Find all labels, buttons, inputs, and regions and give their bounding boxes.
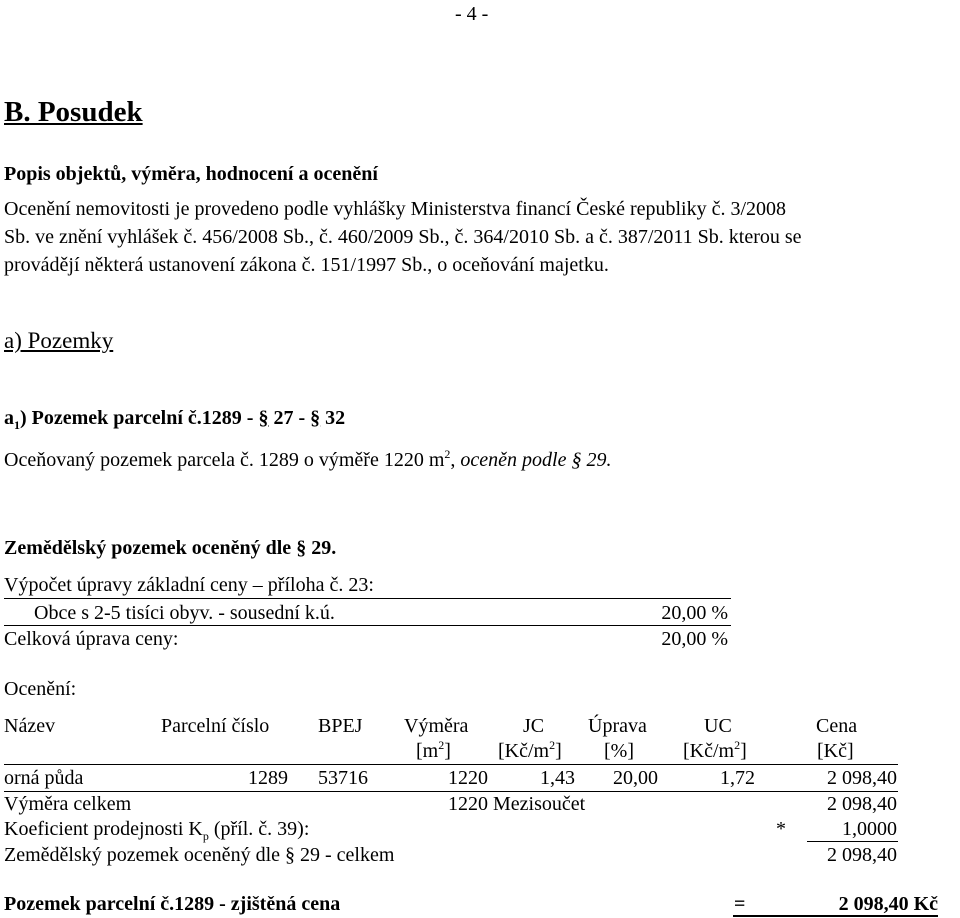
row-jc: 1,43 <box>540 767 575 789</box>
paragraph-sign: § <box>296 537 307 559</box>
valued-italic: oceněn podle <box>460 449 567 471</box>
agri-heading-text: Zemědělský pozemek oceněný dle <box>4 537 292 559</box>
section-a-heading: a) Pozemky <box>4 328 114 353</box>
a1-end: 32 <box>320 407 346 429</box>
agri-heading-num: 29. <box>306 537 337 559</box>
a1-heading <box>4 408 345 431</box>
a1-text: ) Pozemek parcelní č.1289 - <box>20 407 254 429</box>
row-name: orná půda <box>4 767 84 789</box>
a1-prefix: a <box>4 407 14 429</box>
valued-comma: , <box>450 449 461 471</box>
th-name: Název <box>4 715 56 737</box>
calc-total-value: 20,00 % <box>661 628 728 650</box>
calc-item-value: 20,00 % <box>661 602 728 624</box>
paragraph-sign: § <box>258 407 269 429</box>
row-adj: 20,00 <box>613 767 658 789</box>
row-uc: 1,72 <box>720 767 755 789</box>
coef-label-pre: Koeficient prodejnosti K <box>4 818 203 840</box>
final-label: Pozemek parcelní č.1289 - zjištěná cena <box>4 893 341 915</box>
a1-mid: 27 - <box>268 407 306 429</box>
th-adj: Úprava <box>588 715 647 737</box>
valued-sup: 2 <box>444 447 451 461</box>
unit-uc-sup: 2 <box>734 738 741 752</box>
unit-area-pre: [m <box>416 740 439 762</box>
unit-jc-pre: [Kč/m <box>498 740 550 762</box>
agri-total-label <box>4 845 394 865</box>
summary-subtotal-value: 2 098,40 <box>827 793 897 815</box>
agri-total-value: 2 098,40 <box>827 844 897 866</box>
page-number: - 4 - <box>455 3 489 25</box>
coef-sub: p <box>202 829 209 843</box>
valued-land-line <box>4 447 612 471</box>
th-jc: JC <box>523 715 545 737</box>
row-parcel: 1289 <box>248 767 288 789</box>
intro-line-3: provádějí některá ustanovení zákona č. 151/1997 Sb., o oceňování majetku. <box>4 254 609 276</box>
th-bpej: BPEJ <box>318 715 363 737</box>
summary-area-value: 1220 <box>448 793 488 815</box>
unit-uc-post: ] <box>740 740 747 762</box>
th-uc: UC <box>704 715 732 737</box>
divider <box>4 791 898 792</box>
divider <box>4 598 731 599</box>
intro-line-1: Ocenění nemovitosti je provedeno podle vyhlášky Ministerstva financí České republiky č. 3/2008 <box>4 198 787 220</box>
divider <box>807 841 898 842</box>
valued-num: 29. <box>581 449 612 471</box>
unit-jc-post: ] <box>555 740 562 762</box>
unit-price: [Kč] <box>817 740 854 762</box>
unit-jc <box>498 738 562 762</box>
final-eq: = <box>734 893 746 915</box>
calc-title: Výpočet úpravy základní ceny – příloha č. 23: <box>4 574 374 596</box>
section-title: B. Posudek <box>4 96 143 128</box>
th-parcel: Parcelní číslo <box>161 715 270 737</box>
th-area: Výměra <box>404 715 469 737</box>
unit-uc-pre: [Kč/m <box>683 740 735 762</box>
unit-area-sup: 2 <box>438 738 445 752</box>
unit-uc <box>683 738 747 762</box>
coef-value: 1,0000 <box>842 818 897 840</box>
agri-heading <box>4 538 336 558</box>
unit-area <box>416 738 451 762</box>
calc-item-label: Obce s 2-5 tisíci obyv. - sousední k.ú. <box>34 602 335 624</box>
agri-total-pre: Zemědělský pozemek oceněný dle <box>4 844 280 866</box>
row-price: 2 098,40 <box>827 767 897 789</box>
divider <box>733 915 938 917</box>
th-price: Cena <box>816 715 858 737</box>
row-bpej: 53716 <box>318 767 368 789</box>
intro-line-2: Sb. ve znění vyhlášek č. 456/2008 Sb., č. 460/2009 Sb., č. 364/2010 Sb. a č. 387/2011 Sb. kterou se <box>4 226 802 248</box>
coef-label-post: (příl. č. 39): <box>208 818 310 840</box>
calc-total-label: Celková úprava ceny: <box>4 628 179 650</box>
divider <box>4 764 898 765</box>
coef-label <box>4 819 309 842</box>
unit-jc-sup: 2 <box>549 738 556 752</box>
paragraph-sign: § <box>310 407 321 429</box>
summary-subtotal-label: Mezisoučet <box>493 793 586 815</box>
row-area: 1220 <box>448 767 488 789</box>
valued-text: Oceňovaný pozemek parcela č. 1289 o výměře 1220 m <box>4 449 445 471</box>
summary-area-label: Výměra celkem <box>4 793 132 815</box>
paragraph-sign: § <box>285 844 295 866</box>
divider <box>4 625 731 626</box>
final-value: 2 098,40 Kč <box>838 893 938 915</box>
agri-total-post: 29 - celkem <box>295 844 395 866</box>
subtitle: Popis objektů, výměra, hodnocení a ocenění <box>4 163 378 185</box>
paragraph-sign: § <box>571 449 582 471</box>
valuation-label: Ocenění: <box>4 678 77 700</box>
a1-sub: 1 <box>14 418 20 432</box>
unit-area-post: ] <box>444 740 451 762</box>
coef-operator: * <box>776 818 786 840</box>
unit-adj: [%] <box>604 740 634 762</box>
